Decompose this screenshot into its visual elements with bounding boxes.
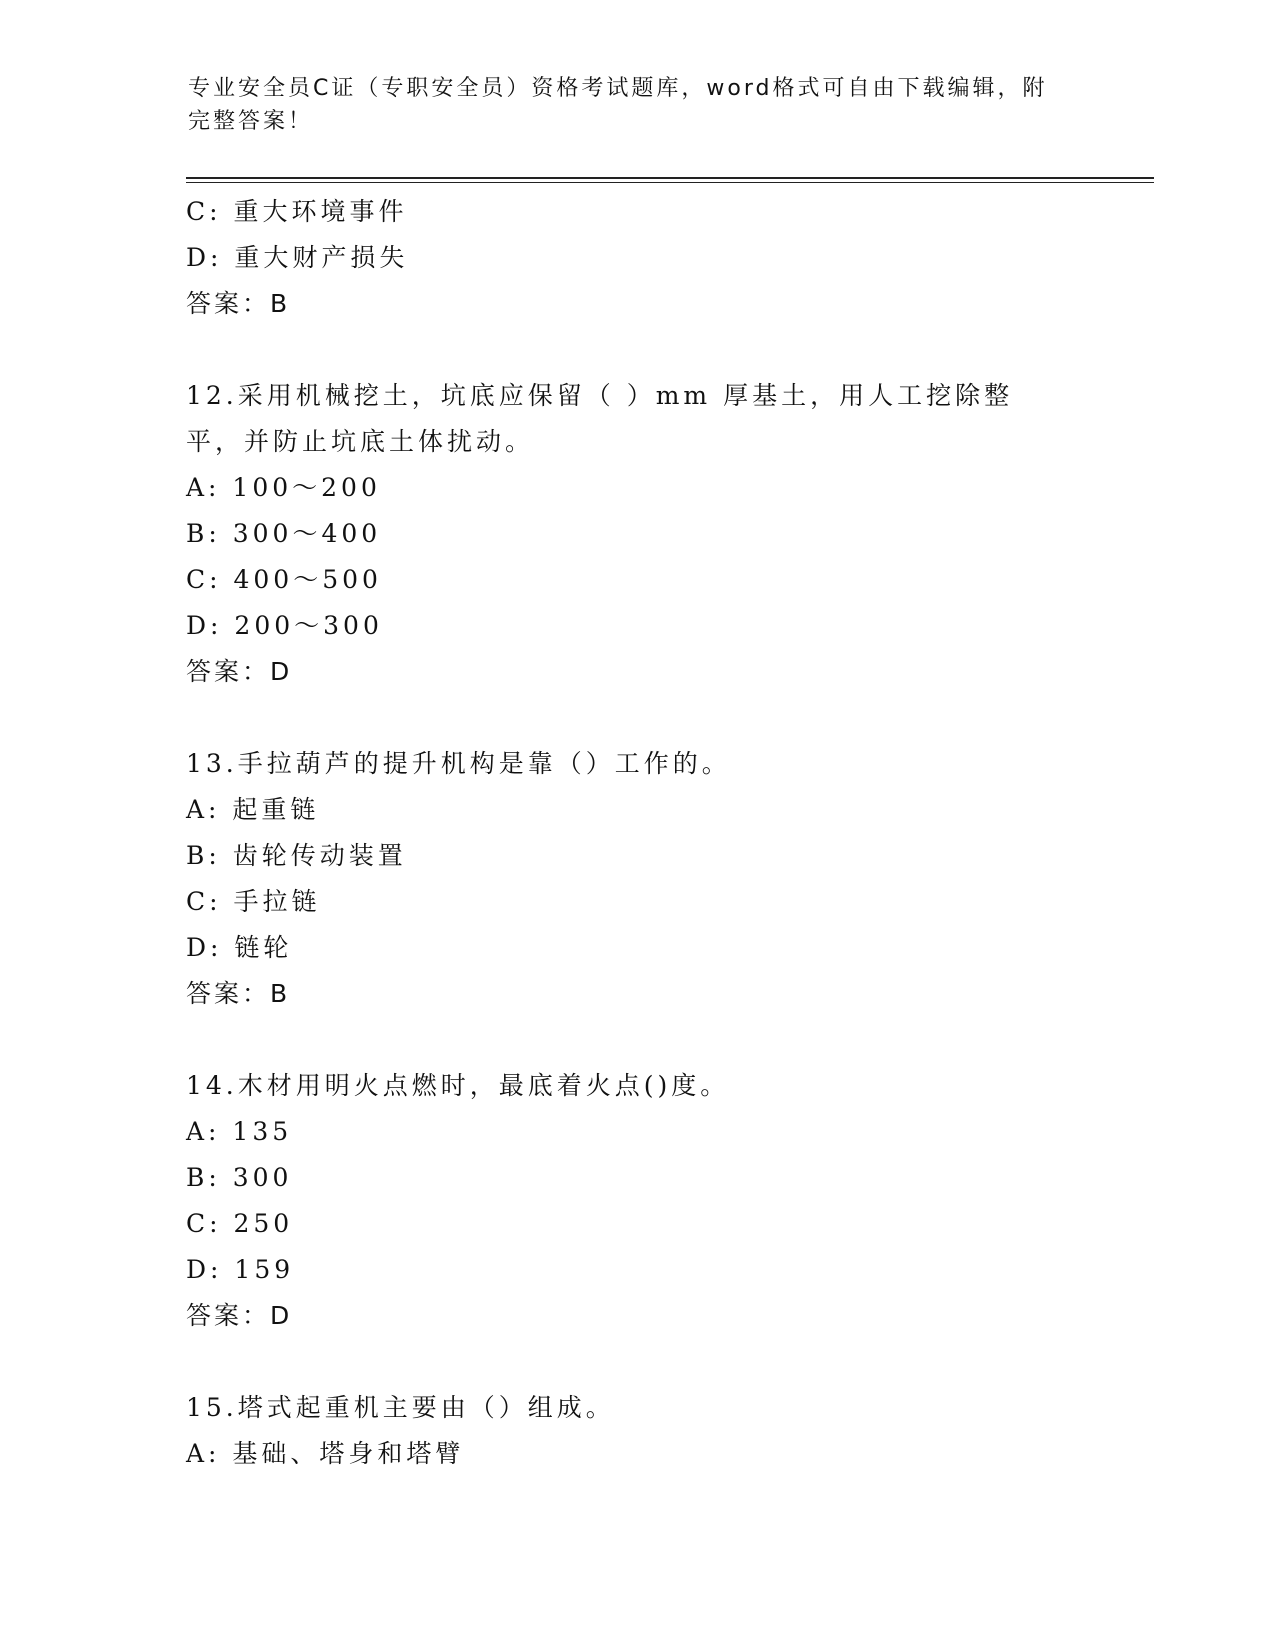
question-stem: 12.采用机械挖土，坑底应保留（ ）mm 厚基土，用人工挖除整平，并防止坑底土体扰动。 — [186, 381, 1014, 456]
option-c: C: 手拉链 — [186, 887, 321, 916]
answer-line: 答案：B — [186, 289, 291, 318]
question-12 — [186, 373, 1086, 695]
question-13 — [186, 741, 1086, 1017]
option-a: A: 起重链 — [186, 795, 320, 824]
option-c: C: 重大环境事件 — [186, 197, 408, 226]
option-c: C: 250 — [186, 1209, 294, 1238]
option-d: D: 链轮 — [186, 933, 293, 962]
question-stem: 13.手拉葫芦的提升机构是靠（）工作的。 — [186, 749, 731, 778]
option-b: B: 齿轮传动装置 — [186, 841, 407, 870]
header-divider-thin — [186, 182, 1154, 183]
question-list — [186, 189, 1086, 1477]
option-d: D: 200～300 — [186, 611, 383, 640]
previous-question-tail — [186, 189, 1086, 327]
option-a: A: 135 — [186, 1117, 293, 1146]
option-c: C: 400～500 — [186, 565, 382, 594]
question-stem: 14.木材用明火点燃时，最底着火点()度。 — [186, 1071, 730, 1100]
header-divider-thick — [186, 177, 1154, 179]
answer-line: 答案：D — [186, 657, 293, 686]
question-14 — [186, 1063, 1086, 1339]
answer-line: 答案：B — [186, 979, 291, 1008]
answer-line: 答案：D — [186, 1301, 293, 1330]
document-header: 专业安全员C证（专职安全员）资格考试题库，word格式可自由下载编辑，附完整答案！ — [188, 76, 1048, 134]
question-15 — [186, 1385, 1086, 1477]
option-d: D: 重大财产损失 — [186, 243, 409, 272]
option-b: B: 300 — [186, 1163, 293, 1192]
option-b: B: 300～400 — [186, 519, 382, 548]
option-a: A: 100～200 — [186, 473, 381, 502]
question-stem: 15.塔式起重机主要由（）组成。 — [186, 1393, 615, 1422]
option-d: D: 159 — [186, 1255, 295, 1284]
option-a: A: 基础、塔身和塔臂 — [186, 1439, 465, 1468]
